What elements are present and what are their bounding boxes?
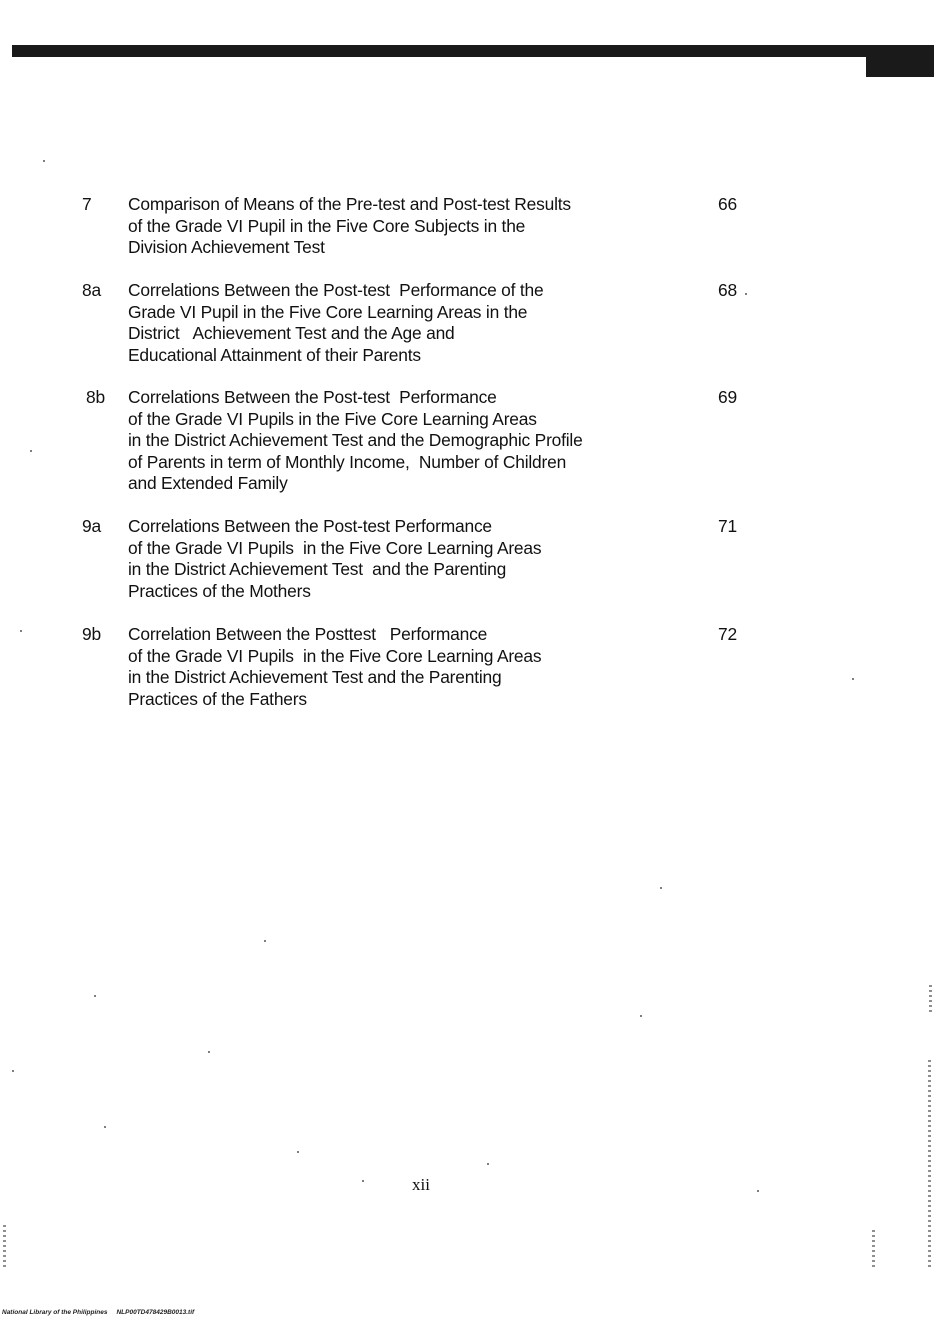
- entry-number: 7: [82, 194, 92, 214]
- scan-footer-caption: National Library of the Philippines NLP00TD478429B0013.tif: [2, 1309, 195, 1316]
- entry-title-line: of the Grade VI Pupils in the Five Core Learning Areas: [128, 537, 542, 558]
- entry-title: [128, 280, 688, 366]
- entry-page-number: 66: [718, 194, 737, 214]
- entry-title: [128, 516, 688, 602]
- entry-title-line: and Extended Family: [128, 473, 288, 494]
- entry-title: [128, 624, 688, 710]
- scan-edge-noise: [929, 985, 932, 1015]
- entry-title-line: of the Grade VI Pupils in the Five Core Learning Areas: [128, 645, 542, 666]
- scan-speck: [362, 1180, 364, 1182]
- entry-page-number: 69: [718, 387, 737, 407]
- entry-title-line: in the District Achievement Test and the Parenting: [128, 559, 507, 580]
- entry-title-line: Comparison of Means of the Pre-test and Post-test Results: [128, 194, 571, 214]
- scan-speck: [852, 678, 854, 680]
- entry-title-line: Correlation Between the Posttest Performance: [128, 624, 488, 644]
- entry-title-line: Correlations Between the Post-test Performance: [128, 516, 492, 536]
- scan-speck: [30, 450, 32, 452]
- entry-title-line: of Parents in term of Monthly Income, Number of Children: [128, 451, 567, 472]
- page-number: xii: [412, 1175, 430, 1194]
- scan-speck: [660, 887, 662, 889]
- entry-number: 8a: [82, 280, 101, 300]
- scan-edge-noise: [872, 1230, 875, 1270]
- scan-speck: [264, 940, 266, 942]
- scan-speck: [43, 160, 45, 162]
- entry-page-number: 72: [718, 624, 737, 644]
- entry-title-line: Division Achievement Test: [128, 237, 325, 258]
- entry-title-line: Practices of the Fathers: [128, 688, 307, 709]
- entry-title: [128, 387, 688, 495]
- scan-speck: [12, 1070, 14, 1072]
- scan-speck: [297, 1151, 299, 1153]
- entry-title-line: Correlations Between the Post-test Performance of the: [128, 280, 544, 300]
- entry-number: 9a: [82, 516, 101, 536]
- entry-page-number: 71: [718, 516, 737, 536]
- scan-speck: [20, 630, 22, 632]
- entry-title-line: of the Grade VI Pupils in the Five Core Learning Areas: [128, 408, 537, 429]
- entry-title-line: in the District Achievement Test and the Parenting: [128, 667, 502, 688]
- entry-title-line: District Achievement Test and the Age and: [128, 323, 455, 344]
- scan-speck: [208, 1051, 210, 1053]
- entry-number: 8b: [86, 387, 105, 407]
- scan-edge-noise: [3, 1225, 6, 1270]
- entry-number: 9b: [82, 624, 101, 644]
- scan-edge-noise: [928, 1060, 931, 1270]
- scan-speck: [757, 1190, 759, 1192]
- scan-speck: [94, 995, 96, 997]
- scan-speck: [487, 1163, 489, 1165]
- scan-speck: [745, 293, 747, 295]
- scan-speck: [104, 1126, 106, 1128]
- entry-title-line: Correlations Between the Post-test Performance: [128, 387, 497, 407]
- entry-page-number: 68: [718, 280, 737, 300]
- scan-top-corner-block: [866, 45, 934, 77]
- entry-title-line: Practices of the Mothers: [128, 580, 311, 601]
- scan-speck: [640, 1015, 642, 1017]
- scan-top-border: [12, 45, 868, 57]
- entry-title-line: Educational Attainment of their Parents: [128, 344, 421, 365]
- entry-title-line: of the Grade VI Pupil in the Five Core Subjects in the: [128, 215, 526, 236]
- entry-title-line: in the District Achievement Test and the Demographic Profile: [128, 430, 583, 451]
- entry-title-line: Grade VI Pupil in the Five Core Learning Areas in the: [128, 301, 528, 322]
- entry-title: [128, 194, 688, 259]
